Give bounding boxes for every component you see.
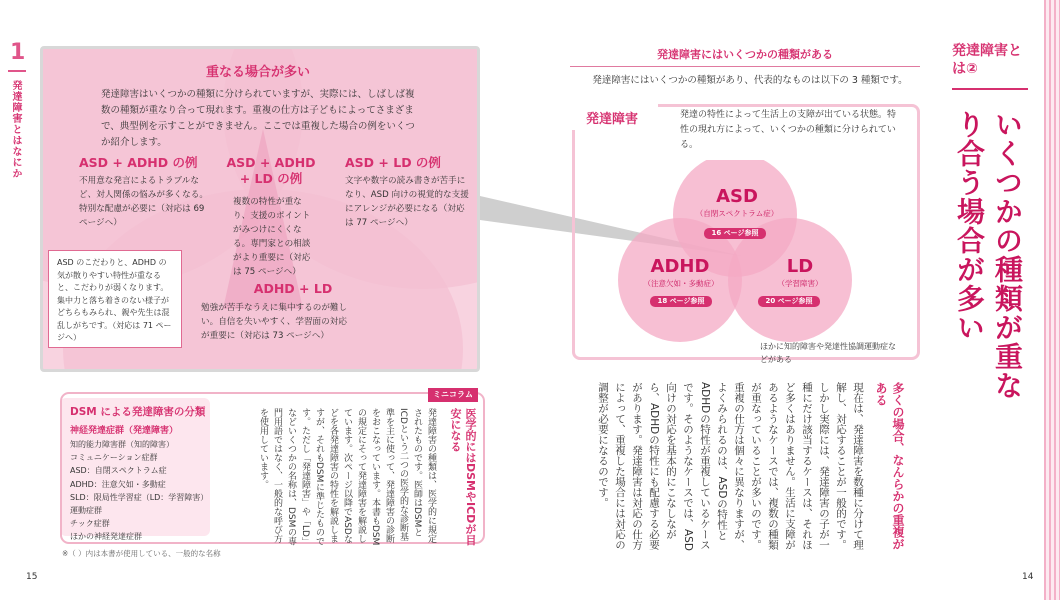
case-adhd-ld-title: ADHD + LD <box>253 281 333 296</box>
ld-ref: 20 ページ参照 <box>765 297 813 305</box>
dsm-item: コミュニケーション症群 <box>70 453 158 463</box>
case-asd-ld-title: ASD + LD の例 <box>345 155 441 170</box>
case-asd-ld-body: 文字や数字の読み書きが苦手になり、ASD 向けの視覚的な支援にアレンジが必要になる（対応は 77 ページへ） <box>345 176 469 228</box>
ld-label: LD <box>786 256 814 277</box>
page-title: いくつかの種類が重なり合う場合が多い <box>953 110 1024 400</box>
page-number-left: 15 <box>26 572 38 582</box>
mini-column-label: ミニコラム <box>428 388 478 402</box>
chapter-rule <box>8 70 26 72</box>
adhd-ref: 18 ページ参照 <box>657 297 705 305</box>
panel-title: 重なる場合が多い <box>205 65 310 80</box>
kicker-rule <box>952 88 1028 90</box>
venn-description: 発達の特性によって生活上の支障が出ている状態。特性の現れ方によって、いくつかの種類に分けられている。 <box>680 110 897 150</box>
section-heading-rule <box>570 66 920 67</box>
dsm-item: SLD：限局性学習症（LD：学習障害） <box>70 492 209 502</box>
body-text: 現在は、発達障害を数種に分けて理解し、対応することが一般的です。しかし実際には、発達障害の子が一種にだけ該当するケースは、それほど多くはありません。生活に支障があるようなケースでは、複数の種類が重なっていることが多いのです。重複の仕方は個々に異なりますが、よくみられるのは、ASDの特性とADHDの特性が重複しているケースです。そのようなケースでは、ASD向けの対応を基本的にこなしながら、ADHDの特性にも配慮する必要があります。発達障害は対応の仕方によって、重複した場合には対応の調整が必要になるのです。 <box>597 382 864 551</box>
dsm-item: 運動症群 <box>70 506 102 516</box>
adhd-full-name: （注意欠如・多動症） <box>643 279 719 288</box>
venn-note: ほかに知的障害や発達性協調運動症などがある <box>760 342 896 364</box>
mini-column-body: 発達障害の種類は、医学的に規定されたものです。医師はDSMとICDという二つの医学的な診断基準を主に使って、発達障害の診断をおこなっています。本書もDSMの規定にそって発達障害を解説しています。次ページ以降でASDなどを各発達障害の特性を解説しますが、それもDSMに準じたものです。ただし「発達障害」や「LD」などいくつかの名称は、DSMの専門用語ではなく、一般的な呼び方を使用しています。 <box>258 408 436 546</box>
dsm-item: ASD：自閉スペクトラム症 <box>70 466 167 476</box>
case-asd-adhd-ld-body: 複数の特性が重なり、支援のポイントがみつけにくくなる。専門家との相談がより重要に（対応は 75 ページへ） <box>233 197 311 277</box>
dsm-item: 知的能力障害群（知的障害） <box>70 440 174 449</box>
point-text: ASD のこだわりと、ADHD の気が散りやすい特性が重なると、こだわりが弱くなります。集中力と落ち着きのない様子がどちらもみられ、親や先生は混乱しがちです。（対応は 71 ページへ） <box>57 258 172 342</box>
asd-ref: 16 ページ参照 <box>711 229 759 237</box>
section-intro: 発達障害にはいくつかの種類があり、代表的なものは以下の 3 種類です。 <box>592 75 908 86</box>
section-heading: 発達障害にはいくつかの種類がある <box>657 48 833 61</box>
dsm-footnote: ※（ ）内は本書が使用している、一般的な名称 <box>62 549 221 558</box>
side-stripes <box>1044 0 1060 600</box>
dsm-list <box>70 438 208 544</box>
section-kicker: 発達障害とは② <box>952 43 1022 77</box>
dsm-item: ほかの神経発達症群 <box>70 532 142 542</box>
page-number-right: 14 <box>1022 572 1034 582</box>
case-adhd-ld-body: 勉強が苦手なうえに集中するのが難しい。自信を失いやすく、学習面の対応が重要に（対応は 73 ページへ） <box>201 303 348 341</box>
point-callout <box>48 250 182 348</box>
chapter-label: 発達障害とはなにか <box>10 80 21 179</box>
mini-column-heading: 医学的にはDSMやICDが目安になる <box>449 408 477 546</box>
dsm-subtitle: 神経発達症群（発達障害） <box>70 426 179 436</box>
dsm-item: チック症群 <box>70 519 110 529</box>
venn-tag: 発達障害 <box>586 112 639 127</box>
chapter-number: 1 <box>10 40 26 65</box>
panel-intro: 発達障害はいくつかの種類に分けられていますが、実際には、しばしば複数の種類が重なり合って現れます。重複の仕方は子どもによってさまざまで、典型例を示すことができません。ここでは重複した場合の例をいくつか紹介します。 <box>101 89 415 148</box>
body-subheading: 多くの場合、なんらかの重複がある <box>874 382 905 550</box>
dsm-title: DSM による発達障害の分類 <box>70 406 206 418</box>
ld-full-name: （学習障害） <box>777 279 823 288</box>
asd-full-name: （自閉スペクトラム症） <box>695 209 779 218</box>
case-asd-adhd-ld-title: ASD + ADHD + LD の例 <box>226 155 316 186</box>
adhd-label: ADHD <box>650 256 710 277</box>
dsm-item: ADHD：注意欠如・多動症 <box>70 479 166 489</box>
case-asd-adhd-body: 不用意な発言によるトラブルなど、対人関係の悩みが多くなる。特別な配慮が必要に（対応は 69 ページへ） <box>79 176 208 228</box>
case-asd-adhd-title: ASD + ADHD の例 <box>79 155 198 170</box>
asd-label: ASD <box>716 186 758 207</box>
